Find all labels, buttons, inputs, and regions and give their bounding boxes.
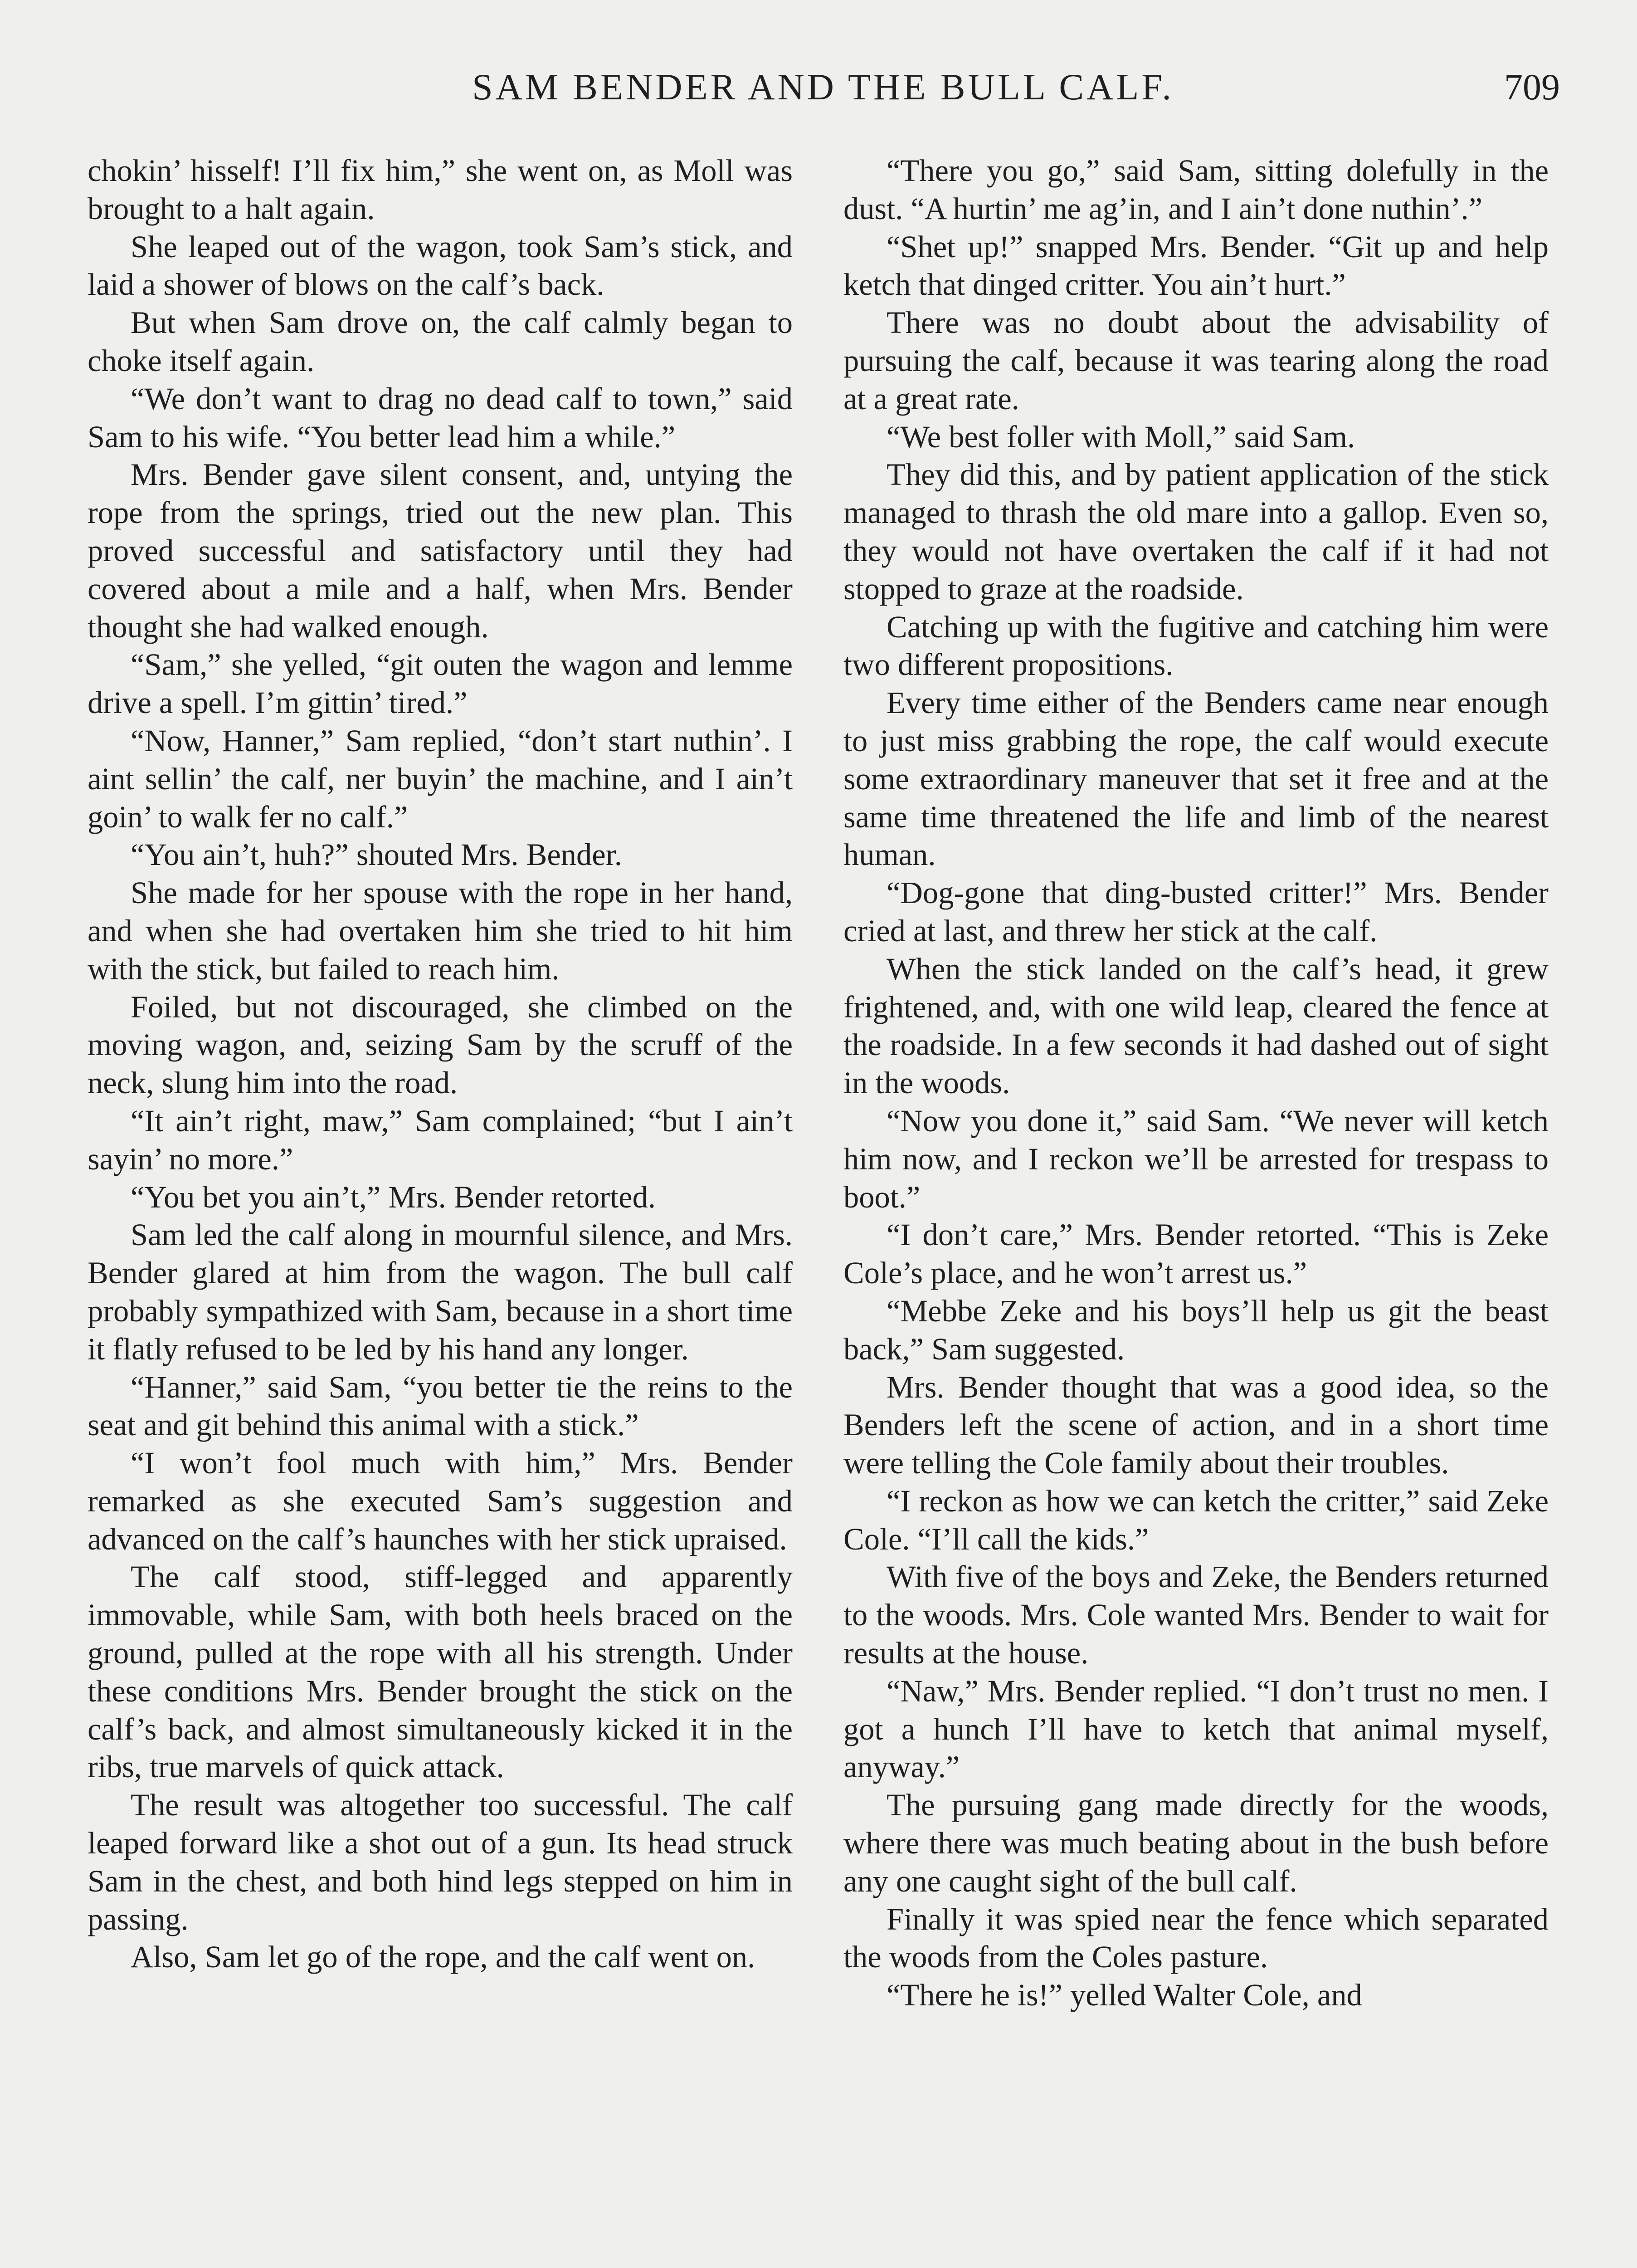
paragraph: “There you go,” said Sam, sitting dolefully in the dust. “A hurtin’ me ag’in, and I ain’t done nuthin’.” [843,153,1549,226]
paragraph: Mrs. Bender gave silent consent, and, untying the rope from the springs, tried out the new plan. This proved successful and satisfactory until they had covered about a mile and a half, when Mrs. Bender thought she had walked enough. [88,457,793,644]
paragraph: Also, Sam let go of the rope, and the calf went on. [131,1940,755,1975]
paragraph: Foiled, but not discouraged, she climbed on the moving wagon, and, seizing Sam by the scruff of the neck, slung him into the road. [88,989,793,1100]
paragraph: They did this, and by patient application of the stick managed to thrash the old mare into a gallop. Even so, they would not have overtaken the calf if it had not stopped to graze at the roadside. [843,457,1549,606]
paragraph: Finally it was spied near the fence which separated the woods from the Coles pasture. [843,1901,1549,1975]
paragraph: chokin’ hisself! I’ll fix him,” she went on, as Moll was brought to a halt again. [88,153,793,226]
paragraph: “Shet up!” snapped Mrs. Bender. “Git up and help ketch that dinged critter. You ain’t hurt.” [843,229,1549,302]
paragraph: “We best foller with Moll,” said Sam. [887,419,1355,454]
paragraph: “You ain’t, huh?” shouted Mrs. Bender. [131,837,622,872]
paragraph: “You bet you ain’t,” Mrs. Bender retorted. [131,1179,656,1214]
paragraph: Every time either of the Benders came near enough to just miss grabbing the rope, the calf would execute some extraordinary maneuver that set it free and at the same time threatened the life and limb of the nearest human. [843,685,1549,872]
page-number: 709 [1504,66,1560,108]
paragraph: “Now you done it,” said Sam. “We never will ketch him now, and I reckon we’ll be arrested for trespass to boot.” [843,1103,1549,1214]
paragraph: “It ain’t right, maw,” Sam complained; “but I ain’t sayin’ no more.” [88,1103,793,1176]
page-header [86,66,1560,116]
running-title: SAM BENDER AND THE BULL CALF. [472,66,1174,108]
paragraph: She made for her spouse with the rope in her hand, and when she had overtaken him she tried to hit him with the stick, but failed to reach him. [88,875,793,986]
paragraph: “I don’t care,” Mrs. Bender retorted. “This is Zeke Cole’s place, and he won’t arrest us.” [843,1217,1549,1290]
paragraph: The result was altogether too successful. The calf leaped forward like a shot out of a gun. Its head struck Sam in the chest, and both hind legs stepped on him in passing. [88,1788,793,1936]
paragraph: There was no doubt about the advisability of pursuing the calf, because it was tearing along the road at a great rate. [843,305,1549,416]
paragraph: “Hanner,” said Sam, “you better tie the reins to the seat and git behind this animal with a stick.” [88,1369,793,1442]
paragraph: She leaped out of the wagon, took Sam’s stick, and laid a shower of blows on the calf’s back. [88,229,793,302]
right-text-column [843,152,1549,2014]
paragraph: Mrs. Bender thought that was a good idea, so the Benders left the scene of action, and in a short time were telling the Cole family about their troubles. [843,1369,1549,1481]
left-text-column [88,152,793,1976]
paragraph: When the stick landed on the calf’s head, it grew frightened, and, with one wild leap, cleared the fence at the roadside. In a few seconds it had dashed out of sight in the woods. [843,951,1549,1100]
paragraph: “There he is!” yelled Walter Cole, and [887,1978,1362,2013]
paragraph: Catching up with the fugitive and catching him were two different propositions. [843,609,1549,682]
paragraph: With five of the boys and Zeke, the Benders returned to the woods. Mrs. Cole wanted Mrs. Bender to wait for results at the house. [843,1559,1549,1671]
paragraph: “I reckon as how we can ketch the critter,” said Zeke Cole. “I’ll call the kids.” [843,1483,1549,1556]
paragraph: “We don’t want to drag no dead calf to town,” said Sam to his wife. “You better lead him a while.” [88,381,793,454]
paragraph: “Dog-gone that ding-busted critter!” Mrs. Bender cried at last, and threw her stick at the calf. [843,875,1549,948]
paragraph: “Naw,” Mrs. Bender replied. “I don’t trust no men. I got a hunch I’ll have to ketch that animal myself, anyway.” [843,1673,1549,1784]
paragraph: “I won’t fool much with him,” Mrs. Bender remarked as she executed Sam’s suggestion and advanced on the calf’s haunches with her stick upraised. [88,1446,793,1556]
paragraph: “Sam,” she yelled, “git outen the wagon and lemme drive a spell. I’m gittin’ tired.” [88,647,793,720]
paragraph: Sam led the calf along in mournful silence, and Mrs. Bender glared at him from the wagon. The bull calf probably sympathized with Sam, because in a short time it flatly refused to be led by his hand any longer. [88,1217,793,1366]
paragraph: The pursuing gang made directly for the woods, where there was much beating about in the bush before any one caught sight of the bull calf. [843,1788,1549,1898]
paragraph: “Now, Hanner,” Sam replied, “don’t start nuthin’. I aint sellin’ the calf, ner buyin’ the machine, and I ain’t goin’ to walk fer no calf.” [88,723,793,834]
paragraph: “Mebbe Zeke and his boys’ll help us git the beast back,” Sam suggested. [843,1293,1549,1366]
paragraph: But when Sam drove on, the calf calmly began to choke itself again. [88,305,793,378]
paragraph: The calf stood, stiff-legged and apparently immovable, while Sam, with both heels braced on the ground, pulled at the rope with all his strength. Under these conditions Mrs. Bender brought the stick on the calf’s back, and almost simultaneously kicked it in the ribs, true marvels of quick attack. [88,1559,793,1784]
